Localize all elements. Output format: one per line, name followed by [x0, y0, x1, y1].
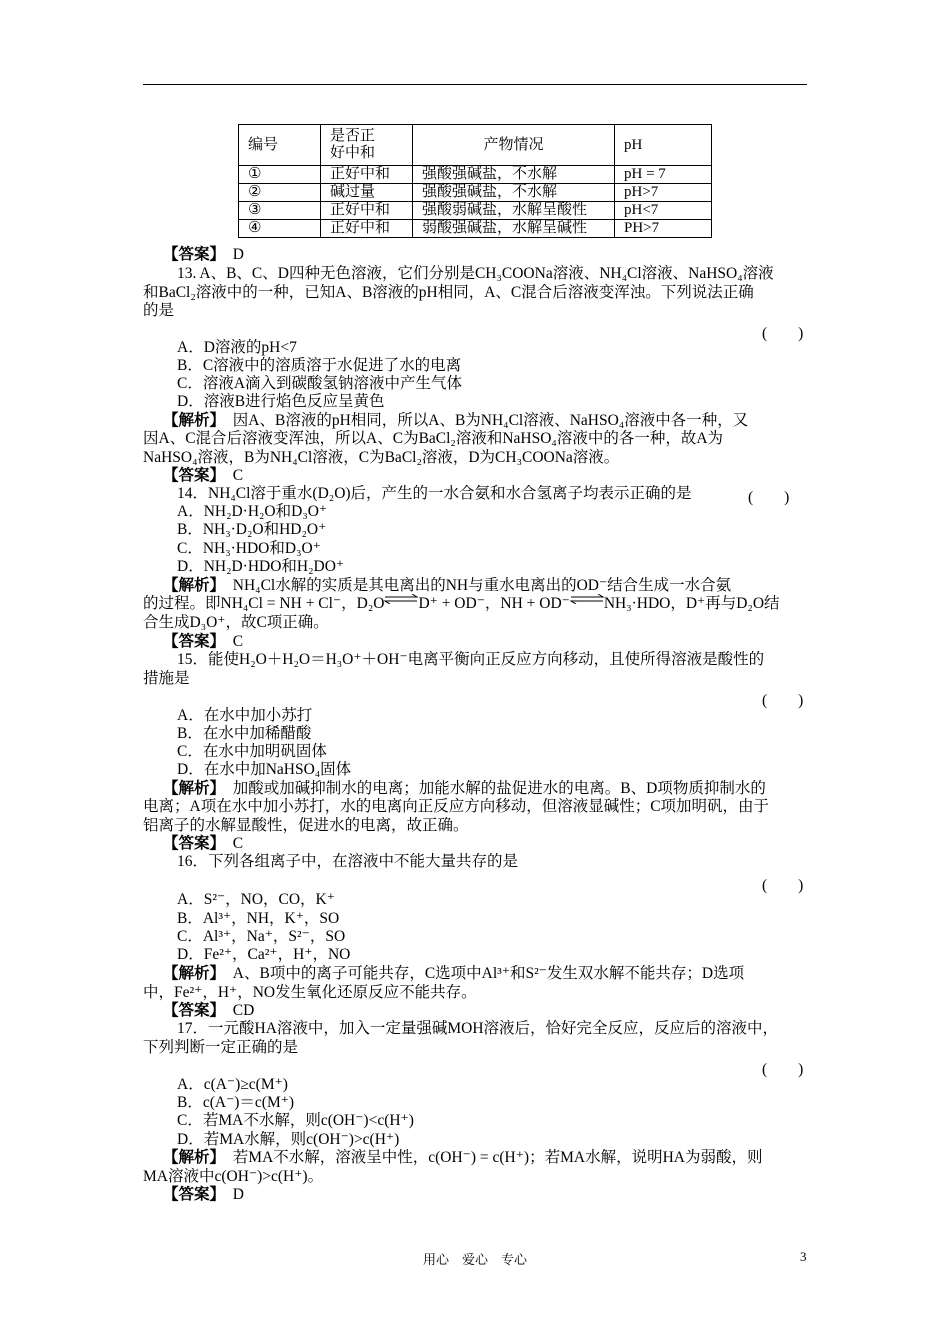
table-cell: ④ [239, 220, 321, 238]
table-cell: PH>7 [615, 220, 712, 238]
q14-analysis-3: 合生成D₃O⁺，故C项正确。 [143, 614, 329, 631]
q16-analysis-1 [163, 965, 744, 983]
q17-analysis-1 [163, 1149, 762, 1167]
q16-answer-paren: ( ) [762, 877, 804, 894]
q16-analysis-text-1: A、B项中的离子可能共存，C选项中Al³⁺和S²⁻发生双水解不能共存；D选项 [232, 965, 745, 982]
q13-option-c: C．溶液A滴入到碳酸氢钠溶液中产生气体 [177, 375, 463, 392]
q16-option-a: A．S²⁻，NO，CO，K⁺ [177, 891, 335, 908]
neutralization-table [238, 124, 712, 238]
q17-stem-2: 下列判断一定正确的是 [143, 1039, 299, 1056]
table-header-cell: 产物情况 [413, 125, 615, 166]
q14-answer-paren: ( ) [748, 489, 790, 506]
analysis-label: 【解析】 [163, 1149, 218, 1166]
table-cell: ① [239, 166, 321, 184]
table-header-cell: pH [615, 125, 712, 166]
q14-analysis-1 [163, 577, 731, 595]
q14-option-b: B．NH₃·D₂O和HD₂O⁺ [177, 521, 327, 538]
answer-label: 【答案】 [163, 1002, 218, 1019]
q13-option-a: A．D溶液的pH<7 [177, 339, 297, 356]
q14-analysis-2b: D⁺ + OD⁻，NH + OD⁻ [418, 595, 570, 612]
table-row [239, 184, 712, 202]
analysis-label: 【解析】 [163, 780, 218, 797]
q14-option-c: C．NH₃·HDO和D₃O⁺ [177, 540, 321, 557]
q14-answer-line [163, 633, 243, 651]
q15-option-a: A．在水中加小苏打 [177, 707, 313, 724]
page-number: 3 [800, 1249, 807, 1264]
q13-answer-line [163, 467, 243, 485]
q17-stem-1: 17．一元酸HA溶液中，加入一定量强碱MOH溶液后，恰好完全反应，反应后的溶液中， [177, 1020, 779, 1037]
table-cell: 强酸强碱盐，不水解 [413, 184, 615, 202]
table-cell: pH = 7 [615, 166, 712, 184]
analysis-label: 【解析】 [163, 412, 218, 429]
q14-analysis-2 [143, 595, 780, 613]
q15-answer-line [163, 835, 243, 853]
q17-answer: D [232, 1186, 244, 1203]
q17-option-b: B．c(A⁻)＝c(M⁺) [177, 1094, 295, 1111]
q16-answer-line [163, 1002, 254, 1020]
q17-option-a: A．c(A⁻)≥c(M⁺) [177, 1076, 288, 1093]
q15-analysis-2: 电离；A项在水中加小苏打，水的电离向正反应方向移动，但溶液显碱性；C项加明矾，由于 [143, 798, 770, 815]
table-cell: ③ [239, 202, 321, 220]
analysis-label: 【解析】 [163, 965, 218, 982]
q15-analysis-1 [163, 780, 766, 798]
q15-stem-1: 15．能使H₂O＋H₂O＝H₃O⁺＋OH⁻电离平衡向正反应方向移动，且使所得溶液是酸性的 [177, 651, 765, 668]
q16-stem: 16．下列各组离子中，在溶液中不能大量共存的是 [177, 853, 519, 870]
table-cell: pH>7 [615, 184, 712, 202]
q17-option-d: D．若MA水解，则c(OH⁻)>c(H⁺) [177, 1131, 400, 1148]
q16-option-b: B．Al³⁺，NH，K⁺，SO [177, 910, 340, 927]
q15-analysis-3: 铝离子的水解显酸性，促进水的电离，故正确。 [143, 817, 469, 834]
answer-label: 【答案】 [163, 1186, 218, 1203]
q13-answer: C [232, 467, 244, 484]
q14-analysis-2c: NH₃·HDO，D⁺再与D₂O结 [603, 595, 780, 612]
table-cell: 碱过量 [321, 184, 413, 202]
q14-analysis-2a: 的过程。即NH₄Cl = NH + Cl⁻，D₂O [143, 595, 385, 612]
equilibrium-arrow-icon [570, 594, 604, 604]
q15-answer: C [232, 835, 244, 852]
answer-label: 【答案】 [163, 835, 218, 852]
table-cell: 强酸弱碱盐，水解呈酸性 [413, 202, 615, 220]
table-cell: 正好中和 [321, 202, 413, 220]
q13-stem-3: 的是 [143, 302, 175, 319]
q13-analysis-3: NaHSO₄溶液，B为NH₄Cl溶液，C为BaCl₂溶液，D为CH₃COONa溶液。 [143, 449, 620, 466]
q13-option-d: D．溶液B进行焰色反应呈黄色 [177, 393, 385, 410]
q15-analysis-text-1: 加酸或加碱抑制水的电离；加能水解的盐促进水的电离。B、D项物质抑制水的 [232, 780, 766, 797]
q13-stem-1: 13. A、B、C、D四种无色溶液，它们分别是CH₃COONa溶液、NH₄Cl溶液、NaHSO₄溶液 [177, 265, 774, 282]
table-header-cell: 编号 [239, 125, 321, 166]
equilibrium-arrow-icon [384, 594, 418, 604]
q13-option-b: B．C溶液中的溶质溶于水促进了水的电离 [177, 357, 462, 374]
q15-answer-paren: ( ) [762, 692, 804, 709]
q15-stem-2: 措施是 [143, 670, 190, 687]
q16-analysis-2: 中，Fe²⁺，H⁺，NO发生氧化还原反应不能共存。 [143, 984, 477, 1001]
q14-stem: 14．NH₄Cl溶于重水(D₂O)后，产生的一水合氨和水合氢离子均表示正确的是 [177, 485, 692, 502]
q15-option-c: C．在水中加明矾固体 [177, 743, 327, 760]
q14-option-d: D．NH₂D·HDO和H₂DO⁺ [177, 558, 345, 575]
answer-label: 【答案】 [163, 467, 218, 484]
q17-answer-line [163, 1186, 244, 1204]
table-cell: 正好中和 [321, 220, 413, 238]
table-row [239, 220, 712, 238]
answer-label: 【答案】 [163, 246, 218, 263]
page-footer: 用心 爱心 专心 [422, 1252, 527, 1267]
q14-answer: C [232, 633, 244, 650]
q15-option-b: B．在水中加稀醋酸 [177, 725, 312, 742]
answer-label: 【答案】 [163, 633, 218, 650]
table-row [239, 202, 712, 220]
q13-stem-2: 和BaCl₂溶液中的一种，已知A、B溶液的pH相同，A、C混合后溶液变浑浊。下列说法正确 [143, 284, 754, 301]
table-row [239, 166, 712, 184]
q17-answer-paren: ( ) [762, 1061, 804, 1078]
table-header-cell: 是否正 好中和 [321, 125, 413, 166]
q13-analysis-1 [163, 412, 748, 430]
q13-analysis-text-1: 因A、B溶液的pH相同，所以A、B为NH₄Cl溶液、NaHSO₄溶液中各一种，又 [232, 412, 749, 429]
table-header-row [239, 125, 712, 166]
q14-option-a: A．NH₂D·H₂O和D₃O⁺ [177, 503, 328, 520]
q17-option-c: C．若MA不水解，则c(OH⁻)<c(H⁺) [177, 1112, 414, 1129]
q14-analysis-text-1: NH₄Cl水解的实质是其电离出的NH与重水电离出的OD⁻结合生成一水合氨 [232, 577, 732, 594]
q17-analysis-2: MA溶液中c(OH⁻)>c(H⁺)。 [143, 1168, 324, 1185]
q13-analysis-2: 因A、C混合后溶液变浑浊，所以A、C为BaCl₂溶液和NaHSO₄溶液中的各一种，故A为 [143, 430, 724, 447]
q17-analysis-text-1: 若MA不水解，溶液呈中性，c(OH⁻) = c(H⁺)；若MA水解，说明HA为弱酸，则 [232, 1149, 763, 1166]
header-rule [143, 84, 807, 85]
q15-option-d: D．在水中加NaHSO₄固体 [177, 761, 352, 778]
q16-option-d: D．Fe²⁺，Ca²⁺，H⁺，NO [177, 946, 351, 963]
table-cell: 强酸强碱盐，不水解 [413, 166, 615, 184]
q12-answer: D [232, 246, 244, 263]
table-cell: ② [239, 184, 321, 202]
q12-answer-line [163, 246, 244, 264]
table-cell: 正好中和 [321, 166, 413, 184]
analysis-label: 【解析】 [163, 577, 218, 594]
table-cell: 弱酸强碱盐，水解呈碱性 [413, 220, 615, 238]
q13-answer-paren: ( ) [762, 325, 804, 342]
table-cell: pH<7 [615, 202, 712, 220]
q16-answer: CD [232, 1002, 255, 1019]
q16-option-c: C．Al³⁺，Na⁺，S²⁻，SO [177, 928, 346, 945]
